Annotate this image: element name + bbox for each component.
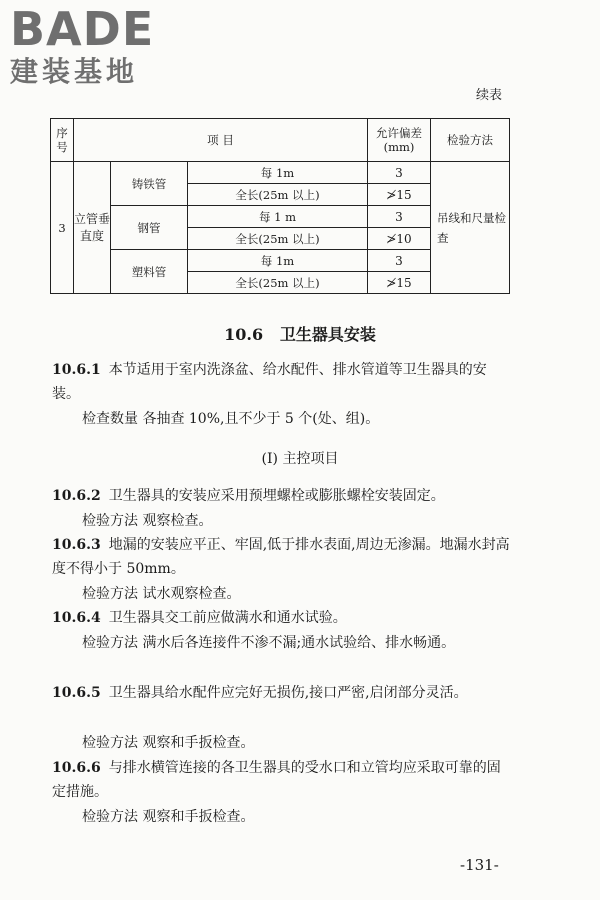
material-cell: 铸铁管 <box>111 162 188 206</box>
clause-text: 本节适用于室内洗涤盆、给水配件、排水管道等卫生器具的安装。 <box>52 362 487 402</box>
clause-number: 10.6.6 <box>52 760 101 776</box>
tolerance-cell: ≯15 <box>368 272 431 294</box>
logo-wordmark: BADE <box>10 2 155 56</box>
tolerance-cell: 3 <box>368 206 431 228</box>
clause-10-6-6 <box>52 756 512 804</box>
inspection-method: 检验方法 观察检查。 <box>82 513 213 529</box>
tolerance-cell: ≯15 <box>368 184 431 206</box>
clause-text: 卫生器具给水配件应完好无损伤,接口严密,启闭部分灵活。 <box>108 685 468 701</box>
inspection-quantity: 检查数量 各抽查 10%,且不少于 5 个(处、组)。 <box>82 411 380 427</box>
tolerance-cell: 3 <box>368 162 431 184</box>
section-number: 10.6 <box>224 325 264 344</box>
clause-number: 10.6.4 <box>52 610 101 626</box>
inspection-method: 检验方法 试水观察检查。 <box>82 586 241 602</box>
clause-number: 10.6.1 <box>52 362 101 378</box>
clause-10-6-4 <box>52 606 512 630</box>
clause-10-6-3 <box>52 533 512 581</box>
method-cell: 吊线和尺量检查 <box>431 162 510 294</box>
clause-text: 卫生器具的安装应采用预埋螺栓或膨胀螺栓安装固定。 <box>108 488 445 504</box>
material-cell: 钢管 <box>111 206 188 250</box>
desc-cell: 每 1m <box>188 250 368 272</box>
logo-subtitle: 建装基地 <box>10 55 139 88</box>
desc-cell: 每 1m <box>188 162 368 184</box>
group-cell: 立管垂直度 <box>74 162 111 294</box>
clause-10-6-2 <box>52 484 512 508</box>
subsection-title: (Ⅰ) 主控项目 <box>261 451 339 467</box>
clause-10-6-5 <box>52 681 512 705</box>
inspection-method: 检验方法 观察和手扳检查。 <box>82 809 255 825</box>
clause-text: 卫生器具交工前应做满水和通水试验。 <box>108 610 347 626</box>
clause-text: 与排水横管连接的各卫生器具的受水口和立管均应采取可靠的固定措施。 <box>52 760 501 800</box>
clause-10-6-1 <box>52 358 512 406</box>
material-cell: 塑料管 <box>111 250 188 294</box>
clause-text: 地漏的安装应平正、牢固,低于排水表面,周边无渗漏。地漏水封高度不得小于 50mm。 <box>52 537 510 577</box>
clause-number: 10.6.2 <box>52 488 101 504</box>
desc-cell: 全长(25m 以上) <box>188 228 368 250</box>
header-item: 项 目 <box>74 119 368 162</box>
clause-number: 10.6.5 <box>52 685 101 701</box>
tolerance-table <box>50 118 510 294</box>
table-header-row <box>51 119 510 162</box>
section-name: 卫生器具安装 <box>279 325 376 344</box>
table-row <box>51 162 510 184</box>
desc-cell: 全长(25m 以上) <box>188 272 368 294</box>
header-no: 序号 <box>51 119 74 162</box>
inspection-method: 检验方法 观察和手扳检查。 <box>82 735 255 751</box>
page-number: -131- <box>460 856 499 874</box>
tolerance-cell: ≯10 <box>368 228 431 250</box>
inspection-method: 检验方法 满水后各连接件不渗不漏;通水试验给、排水畅通。 <box>82 635 456 651</box>
clause-number: 10.6.3 <box>52 537 101 553</box>
header-tolerance: 允许偏差(mm) <box>368 119 431 162</box>
logo <box>10 4 154 88</box>
desc-cell: 全长(25m 以上) <box>188 184 368 206</box>
seq-cell: 3 <box>51 162 74 294</box>
desc-cell: 每 1 m <box>188 206 368 228</box>
section-title <box>0 322 600 345</box>
tolerance-cell: 3 <box>368 250 431 272</box>
header-method: 检验方法 <box>431 119 510 162</box>
continued-label: 续表 <box>476 88 503 103</box>
